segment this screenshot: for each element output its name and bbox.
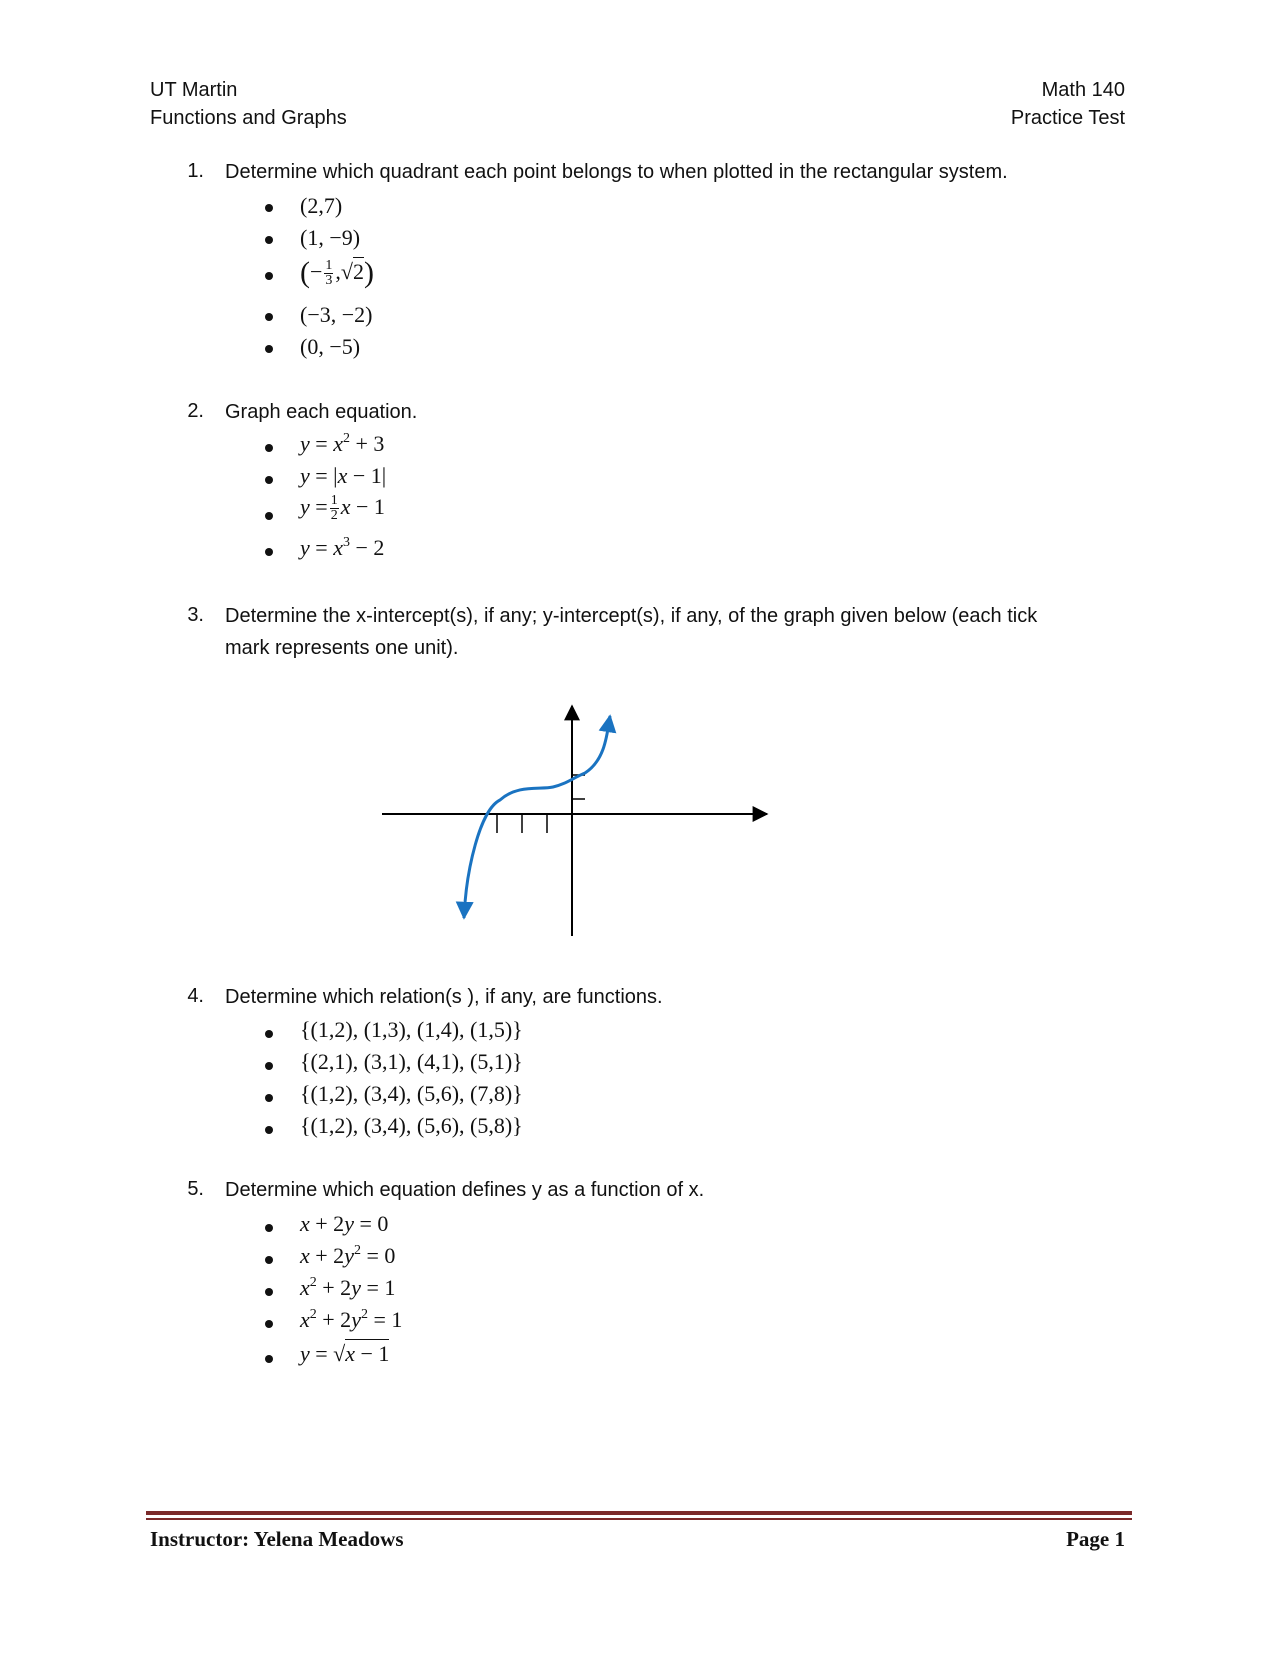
question-3-number: 3. (187, 604, 204, 626)
equation-item: $x^2 + 2y = 1$ (300, 1275, 396, 1300)
bullet (265, 444, 273, 452)
intercept-graph (370, 690, 780, 940)
footer-rule-thin (146, 1518, 1132, 1520)
bullet (265, 313, 273, 321)
bullet (265, 512, 273, 520)
question-4-text: Determine which relation(s ), if any, are functions. (225, 986, 663, 1008)
relation-item: {(2,1), (3,1), (4,1), (5,1)} (300, 1049, 523, 1074)
equation-item: $x + 2y^2 = 0$ (300, 1243, 396, 1268)
bullet (265, 345, 273, 353)
relation-item: {(1,2), (3,4), (5,6), (7,8)} (300, 1081, 523, 1106)
point-item: (− $\frac{1}{3}$ ,√2) (300, 256, 374, 289)
question-4-number: 4. (187, 985, 204, 1007)
bullet (265, 1126, 273, 1134)
x-tick-marks (497, 814, 547, 833)
point-item: (−3, −2) (300, 302, 373, 327)
bullet (265, 1355, 273, 1363)
bullet (265, 236, 273, 244)
point-item: (2,7) (300, 193, 343, 218)
bullet (265, 1062, 273, 1070)
question-2-text: Graph each equation. (225, 401, 418, 423)
relation-item: {(1,2), (3,4), (5,6), (5,8)} (300, 1113, 523, 1138)
bullet (265, 476, 273, 484)
point-item: (1, −9) (300, 225, 361, 250)
header-course-number: Math 140 (1041, 79, 1125, 101)
equation-item: $y = x^3 - 2$ (300, 535, 385, 560)
question-2-number: 2. (187, 400, 204, 422)
question-5-number: 5. (187, 1178, 204, 1200)
bullet (265, 272, 273, 280)
bullet (265, 1320, 273, 1328)
equation-item: x + 2y = 0 (300, 1211, 389, 1236)
cubic-curve (464, 716, 610, 918)
equation-item: y = $\frac{1}{2}$ x − 1 (300, 493, 385, 524)
equation-item: $x^2 + 2y^2 = 1$ (300, 1307, 403, 1332)
equation-item: y = |x − 1| (300, 463, 387, 488)
footer-rule-thick (146, 1511, 1132, 1515)
equation-item: $y = x^2 + 3$ (300, 431, 385, 456)
footer-page-number: Page 1 (1066, 1527, 1125, 1551)
header-topic: Functions and Graphs (150, 107, 347, 129)
bullet (265, 1094, 273, 1102)
bullet (265, 1256, 273, 1264)
bullet (265, 548, 273, 556)
header-test-type: Practice Test (1010, 107, 1125, 129)
relation-item: {(1,2), (1,3), (1,4), (1,5)} (300, 1017, 523, 1042)
bullet (265, 1030, 273, 1038)
equation-item: y = √x − 1 (300, 1341, 390, 1366)
point-item: (0, −5) (300, 334, 361, 359)
question-3-text-line2: mark represents one unit). (225, 637, 459, 659)
bullet (265, 1288, 273, 1296)
footer-instructor: Instructor: Yelena Meadows (150, 1527, 404, 1551)
question-5-text: Determine which equation defines y as a function of x. (225, 1179, 705, 1201)
header-course: UT Martin (150, 79, 238, 101)
bullet (265, 1224, 273, 1232)
question-1-number: 1. (187, 160, 204, 182)
bullet (265, 204, 273, 212)
question-3-text-line1: Determine the x-intercept(s), if any; y-intercept(s), if any, of the graph given below (each tick (225, 605, 1038, 627)
question-1-text: Determine which quadrant each point belongs to when plotted in the rectangular system. (225, 161, 1008, 183)
